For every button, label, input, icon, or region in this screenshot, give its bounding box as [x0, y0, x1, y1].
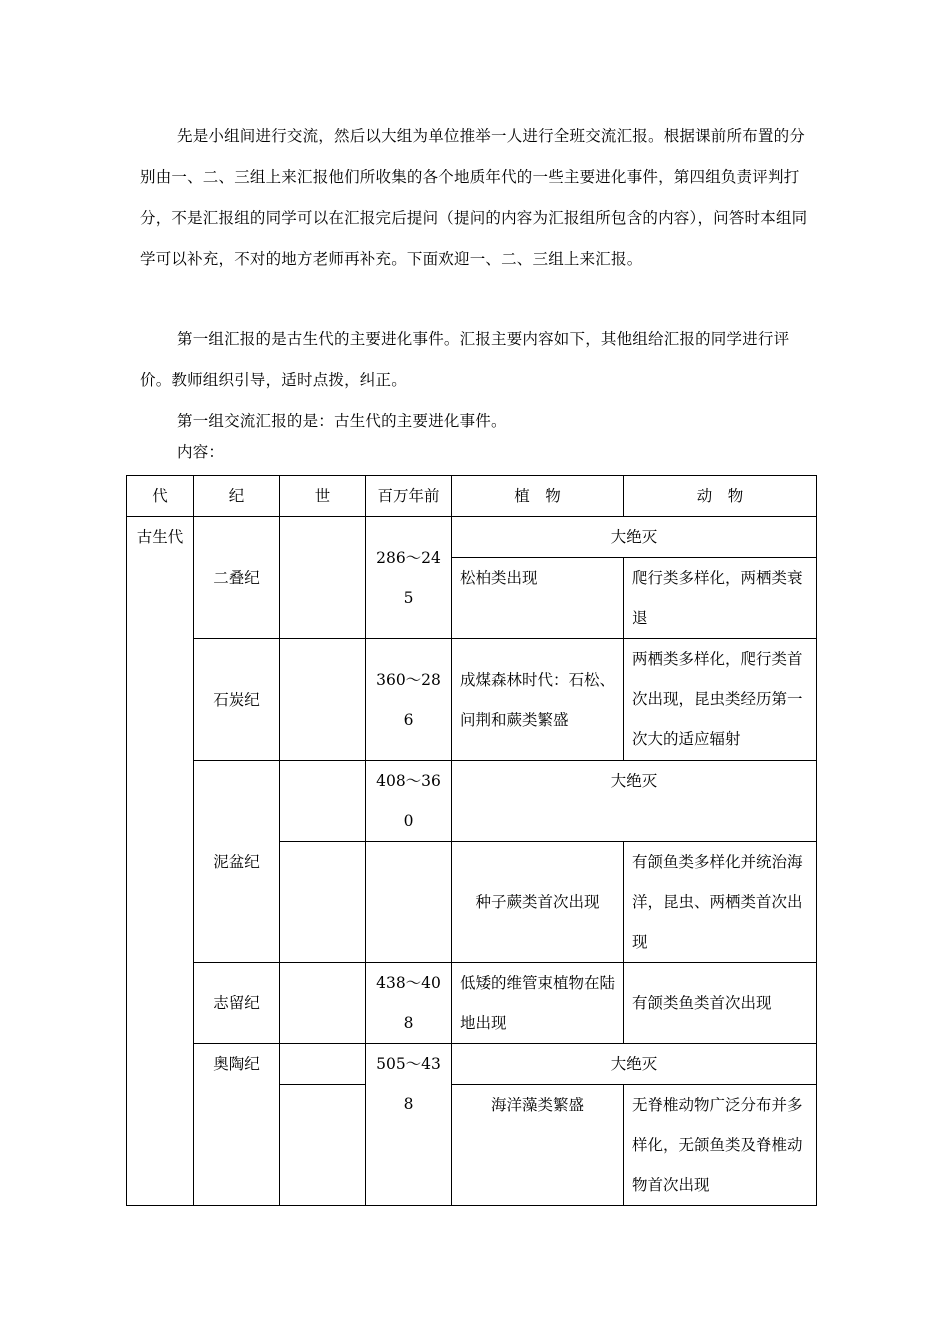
period-devonian: 泥盆纪	[194, 761, 280, 963]
table-row	[127, 517, 817, 558]
header-era: 代	[127, 476, 194, 517]
epoch-devonian-b	[280, 842, 366, 963]
epoch-permian	[280, 517, 366, 639]
animals-carboniferous: 两栖类多样化，爬行类首次出现，昆虫类经历第一次大的适应辐射	[624, 639, 817, 761]
mass-extinction-permian: 大绝灭	[452, 517, 817, 558]
header-mya: 百万年前	[366, 476, 452, 517]
mya-silurian: 438～408	[366, 963, 452, 1044]
topic-paragraph: 第一组交流汇报的是：古生代的主要进化事件。	[177, 412, 507, 430]
animals-silurian: 有颌类鱼类首次出现	[624, 963, 817, 1044]
table-row	[127, 1044, 817, 1085]
table-row	[127, 761, 817, 842]
mya-ordovician: 505～438	[366, 1044, 452, 1206]
table-header-row	[127, 476, 817, 517]
period-carboniferous: 石炭纪	[194, 639, 280, 761]
mass-extinction-ordovician: 大绝灭	[452, 1044, 817, 1085]
animals-ordovician: 无脊椎动物广泛分布并多样化，无颌鱼类及脊椎动物首次出现	[624, 1085, 817, 1206]
plants-silurian: 低矮的维管束植物在陆地出现	[452, 963, 624, 1044]
first-group-paragraph: 第一组汇报的是古生代的主要进化事件。汇报主要内容如下，其他组给汇报的同学进行评价。教师组织引导，适时点拨，纠正。	[140, 330, 790, 389]
paleozoic-evolution-table	[126, 475, 817, 1206]
plants-devonian: 种子蕨类首次出现	[452, 842, 624, 963]
epoch-silurian	[280, 963, 366, 1044]
animals-devonian: 有颌鱼类多样化并统治海洋，昆虫、两栖类首次出现	[624, 842, 817, 963]
epoch-devonian-a	[280, 761, 366, 842]
mya-devonian-empty	[366, 842, 452, 963]
header-plants: 植 物	[452, 476, 624, 517]
epoch-ordovician-a	[280, 1044, 366, 1085]
table-row	[127, 963, 817, 1044]
mya-devonian: 408～360	[366, 761, 452, 842]
header-epoch: 世	[280, 476, 366, 517]
plants-carboniferous: 成煤森林时代：石松、问荆和蕨类繁盛	[452, 639, 624, 761]
intro-paragraph: 先是小组间进行交流，然后以大组为单位推举一人进行全班交流汇报。根据课前所布置的分别由一、二、三组上来汇报他们所收集的各个地质年代的一些主要进化事件，第四组负责评判打分，不是汇报组的同学可以在汇报完后提问（提问的内容为汇报组所包含的内容），问答时本组同学可以补充，不对的地方老师再补充。下面欢迎一、二、三组上来汇报。	[140, 127, 808, 268]
content-label: 内容：	[177, 443, 225, 461]
header-period: 纪	[194, 476, 280, 517]
epoch-ordovician-b	[280, 1085, 366, 1206]
header-animals: 动 物	[624, 476, 817, 517]
era-cell: 古生代	[127, 517, 194, 1206]
period-permian: 二叠纪	[194, 517, 280, 639]
plants-permian: 松柏类出现	[452, 558, 624, 639]
mass-extinction-devonian: 大绝灭	[452, 761, 817, 842]
period-ordovician: 奥陶纪	[194, 1044, 280, 1206]
period-silurian: 志留纪	[194, 963, 280, 1044]
animals-permian: 爬行类多样化，两栖类衰退	[624, 558, 817, 639]
table-row	[127, 639, 817, 761]
mya-carboniferous: 360～286	[366, 639, 452, 761]
epoch-carboniferous	[280, 639, 366, 761]
plants-ordovician: 海洋藻类繁盛	[452, 1085, 624, 1206]
mya-permian: 286～245	[366, 517, 452, 639]
